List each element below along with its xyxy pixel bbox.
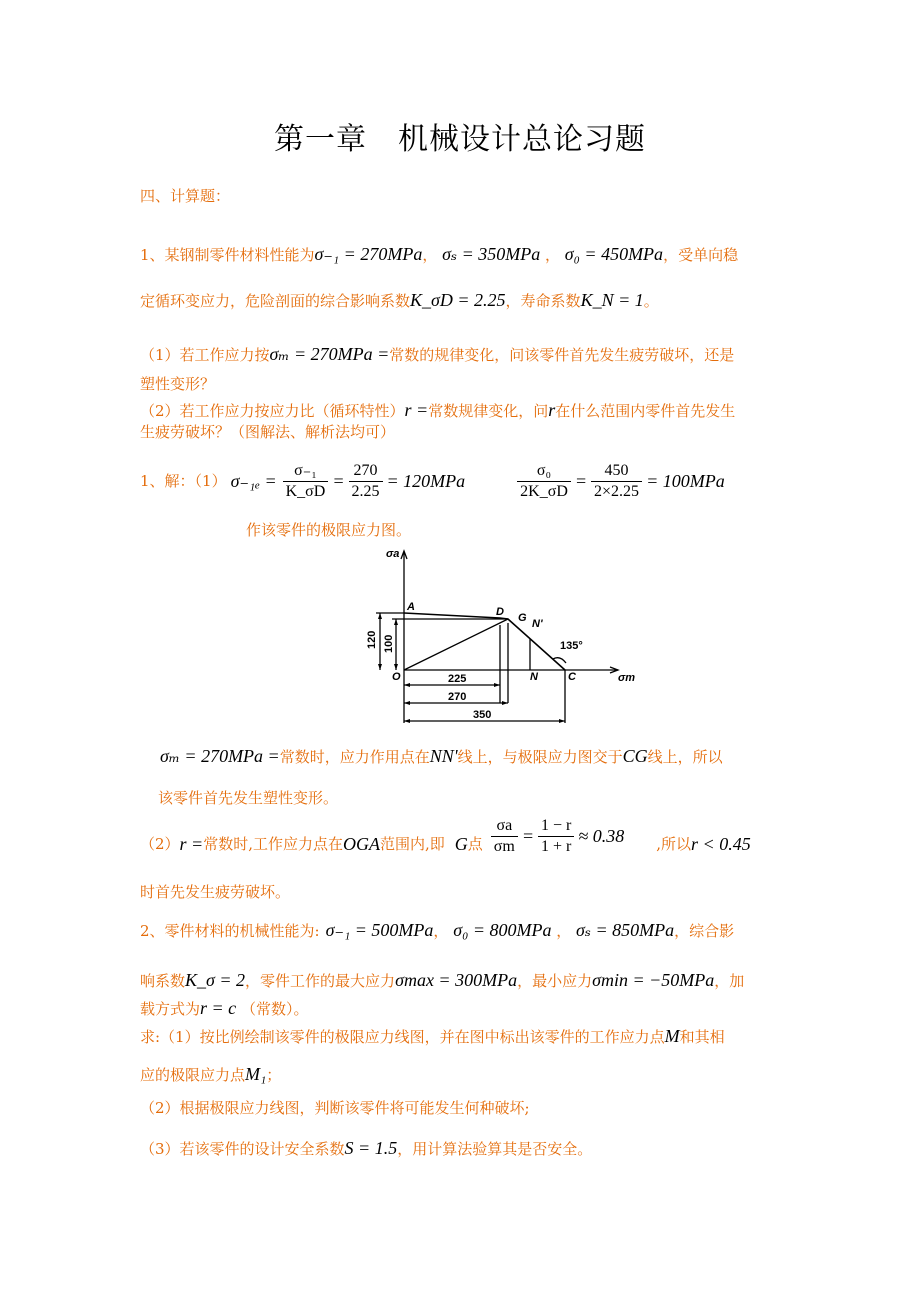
limit-stress-diagram — [360, 545, 640, 730]
numerator: σa — [491, 816, 518, 837]
question-1 — [140, 344, 734, 365]
angle-label: 135° — [560, 640, 583, 652]
text: ，综合影 — [674, 922, 735, 940]
solution-1-formulas — [140, 456, 725, 506]
point-g: G — [518, 612, 527, 624]
text: 2、零件材料的机械性能为: — [140, 922, 320, 940]
problem-2-line-3 — [140, 998, 308, 1019]
fraction-4 — [591, 461, 642, 502]
formula-oga: OGA — [342, 834, 380, 854]
text: （1）若工作应力按 — [140, 346, 270, 364]
equals: = — [574, 471, 588, 491]
fraction-sa-sm — [491, 816, 518, 857]
diagram-caption: 作该零件的极限应力图。 — [246, 521, 412, 539]
text: 和其相 — [679, 1028, 725, 1046]
text: 。 — [643, 292, 659, 310]
section-heading: 四、计算题： — [140, 187, 231, 205]
solution-1b-line-2: 该零件首先发生塑性变形。 — [158, 789, 339, 807]
formula-sigma-max: σmax = 300MPa — [395, 970, 518, 990]
question-2 — [140, 400, 735, 421]
denominator: 2K_σD — [520, 482, 568, 500]
text: 线上，所以 — [647, 748, 723, 766]
denominator: σm — [493, 837, 515, 855]
text: 定循环变应力，危险剖面的综合影响系数 — [140, 292, 411, 310]
text: ,所以 — [656, 835, 692, 853]
solution-2-line-1 — [140, 816, 751, 872]
text: ； — [266, 1066, 282, 1084]
formula-r: r = — [404, 400, 429, 420]
text: 应的极限应力点 — [140, 1066, 246, 1084]
formula-r: r = — [179, 834, 204, 854]
text: 1、解：（1） — [140, 472, 227, 490]
line-og — [404, 619, 508, 670]
formula-sigma-s: σₛ = 850MPa — [576, 920, 675, 940]
problem-2-line-5 — [140, 1064, 281, 1085]
fraction-2 — [349, 461, 383, 502]
text: ，加 — [714, 972, 745, 990]
denominator: K_σD — [285, 482, 326, 500]
denominator: 1 + r — [541, 837, 572, 855]
text: 响系数 — [140, 972, 186, 990]
point-d: D — [496, 606, 504, 618]
dim-label-100: 100 — [383, 634, 395, 653]
axis-label-sigma-a: σa — [386, 548, 400, 560]
text: 常数的规律变化，问该零件首先发生疲劳破坏，还是 — [389, 346, 735, 364]
text: ， — [544, 246, 560, 264]
fraction-1 — [283, 461, 329, 502]
solution-2-line-2: 时首先发生疲劳破坏。 — [140, 883, 291, 901]
numerator: 270 — [349, 461, 383, 482]
formula-sigma-0: σ₀ = 450MPa — [564, 244, 664, 264]
point-n-prime: N' — [532, 618, 543, 630]
formula-k-n: K_N = 1 — [580, 290, 644, 310]
text: 载方式为 — [140, 1000, 201, 1018]
formula-k-sigma: K_σ = 2 — [185, 970, 246, 990]
text: ， — [422, 246, 438, 264]
equals: = — [521, 826, 535, 846]
formula-r-range: r < 0.45 — [691, 834, 751, 854]
formula-lhs: σ₋₁ₑ = — [230, 471, 277, 491]
text: ， — [433, 922, 449, 940]
problem-2-q2: （2）根据极限应力线图，判断该零件将可能发生何种破坏; — [140, 1099, 530, 1117]
problem-1-line-2 — [140, 290, 659, 311]
formula-sigma-1: σ₋₁ = 500MPa — [325, 920, 434, 940]
axis-label-sigma-m: σm — [618, 672, 636, 684]
formula-nn: NN' — [429, 746, 458, 766]
result: ≈ 0.38 — [578, 826, 625, 846]
numerator: σ₀ — [517, 461, 571, 482]
text: （常数）。 — [240, 1000, 309, 1018]
text: 常数时，应力作用点在 — [279, 748, 430, 766]
denominator: 2×2.25 — [594, 482, 640, 500]
text: ，零件工作的最大应力 — [245, 972, 396, 990]
formula-sigma-min: σmin = −50MPa — [592, 970, 715, 990]
point-a: A — [407, 601, 415, 613]
formula-sigma-m: σₘ = 270MPa = — [160, 746, 280, 766]
problem-2-q3 — [140, 1138, 592, 1159]
text: 点 — [467, 835, 483, 853]
formula-k-sigma-d: K_σD = 2.25 — [410, 290, 506, 310]
dim-label-270: 270 — [448, 691, 467, 703]
formula-s: S = 1.5 — [344, 1138, 398, 1158]
text: 范围内,即 — [379, 835, 445, 853]
formula-sigma-1: σ₋₁ = 270MPa — [314, 244, 423, 264]
point-c: C — [568, 671, 576, 683]
dim-label-120: 120 — [366, 630, 378, 649]
text: 常数规律变化，问 — [428, 402, 549, 420]
denominator: 2.25 — [351, 482, 380, 500]
equals: = — [332, 471, 345, 491]
formula-m1: M₁ — [245, 1064, 267, 1084]
text: ， — [556, 922, 572, 940]
question-2-cont: 生疲劳破坏？（图解法、解析法均可） — [140, 423, 396, 441]
point-n: N — [530, 671, 538, 683]
text: 1、某钢制零件材料性能为 — [140, 246, 315, 264]
formula-sigma-s: σₛ = 350MPa — [442, 244, 541, 264]
formula-m: M — [664, 1026, 680, 1046]
page-title: 第一章 机械设计总论习题 — [274, 122, 646, 157]
text: （2）若工作应力按应力比（循环特性） — [140, 402, 405, 420]
formula-g: G — [454, 834, 468, 854]
solution-1b-line-1 — [160, 746, 723, 767]
text: 线上，与极限应力图交于 — [457, 748, 623, 766]
text: ，用计算法验算其是否安全。 — [397, 1140, 593, 1158]
problem-2-line-2 — [140, 970, 744, 991]
result: = 100MPa — [646, 471, 725, 491]
dim-label-350: 350 — [473, 709, 492, 721]
text: ，最小应力 — [517, 972, 593, 990]
numerator: 1 − r — [538, 816, 574, 837]
numerator: σ₋₁ — [283, 461, 329, 482]
fraction-3 — [517, 461, 571, 502]
formula-sigma-0: σ₀ = 800MPa — [453, 920, 552, 940]
result: = 120MPa — [386, 471, 466, 491]
problem-2-line-1 — [140, 920, 734, 941]
text: ，受单向稳 — [663, 246, 739, 264]
text: （2） — [140, 835, 180, 853]
text: （3）若该零件的设计安全系数 — [140, 1140, 345, 1158]
dim-label-225: 225 — [448, 673, 467, 685]
formula-sigma-m: σₘ = 270MPa = — [269, 344, 390, 364]
problem-1-line-1 — [140, 244, 738, 265]
problem-2-line-4 — [140, 1026, 725, 1047]
text: 在什么范围内零件首先发生 — [555, 402, 736, 420]
formula-cg: CG — [622, 746, 648, 766]
text: ，寿命系数 — [505, 292, 581, 310]
fraction-r — [538, 816, 574, 857]
text: 常数时,工作应力点在 — [203, 835, 343, 853]
numerator: 450 — [591, 461, 642, 482]
question-1-cont: 塑性变形？ — [140, 375, 216, 393]
formula-r: r — [548, 400, 556, 420]
text: 求:（1）按比例绘制该零件的极限应力线图，并在图中标出该零件的工作应力点 — [140, 1028, 665, 1046]
formula-r-c: r = c — [200, 998, 237, 1018]
point-o: O — [392, 671, 401, 683]
